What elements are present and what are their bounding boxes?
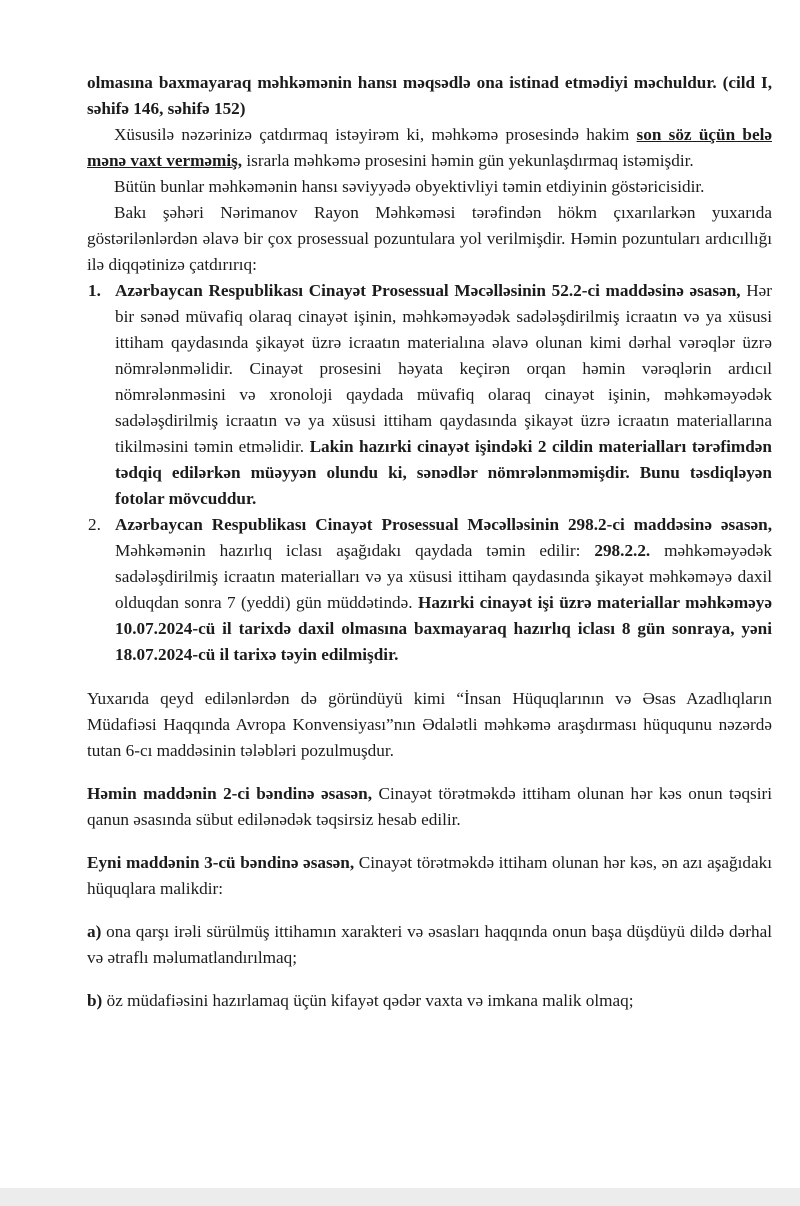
right-b-text: öz müdafiəsini hazırlamaq üçün kifayət qədər vaxta və imkana malik olmaq;: [102, 991, 634, 1010]
item1-bold-lead: Azərbaycan Respublikası Cinayət Prosessual Məcəlləsinin 52.2-ci maddəsinə əsasən,: [115, 281, 741, 300]
intro-bold-text: olmasına baxmayaraq məhkəmənin hansı məqsədlə ona istinad etmədiyi məchuldur. (cild I, səhifə 146, səhifə 152): [87, 73, 772, 118]
paragraph-clause-2: [87, 781, 772, 833]
clause3-text: Cinayət törətməkdə ittiham olunan hər kəs, ən azı aşağıdakı hüquqlara malikdir:: [87, 853, 772, 898]
document-body: [87, 70, 772, 1014]
spacer: [87, 833, 772, 850]
right-b-marker: b): [87, 991, 103, 1010]
paragraph-convention: Yuxarıda qeyd edilənlərdən də göründüyü kimi “İnsan Hüquqlarının və Əsas Azadlıqların Müdafiəsi Haqqında Avropa Konvensiyası”nın Ədalətli məhkəmə araşdırması hüququnu nəzərdə tutan 6-cı maddəsinin tələbləri pozulmuşdur.: [87, 689, 772, 760]
clause2-bold: Həmin maddənin 2-ci bəndinə əsasən,: [87, 784, 373, 803]
paragraph-intro: [87, 70, 772, 122]
paragraph-objectivity: Bütün bunlar məhkəmənin hansı səviyyədə obyektivliyi təmin etdiyinin göstəricisidir.: [114, 177, 705, 196]
item2-bold-ref: 298.2.2.: [594, 541, 651, 560]
paragraph-violations-intro: Bakı şəhəri Nərimanov Rayon Məhkəməsi tərəfindən hökm çıxarılarkən yuxarıda göstərilənlərdən əlavə bir çox prosessual pozuntulara yol verilmişdir. Həmin pozuntuları ardıcıllığı ilə diqqətinizə çatdırırıq:: [87, 203, 772, 274]
item1-bold-end: Lakin hazırki cinayət işindəki 2 cildin materialları tərəfimdən tədqiq edilərkən müəyyən olundu ki, sənədlər nömrələnməmişdir. Bunu təsdiqləyən fotolar mövcuddur.: [115, 437, 772, 508]
violations-list: [87, 278, 772, 668]
clause2-text: Cinayət törətməkdə ittiham olunan hər kəs onun təqsiri qanun əsasında sübut edilənədək təqsirsiz hesab edilir.: [87, 784, 773, 829]
spacer: [87, 971, 772, 988]
paragraph-clause-3: [87, 850, 772, 902]
list-marker-2: 2.: [88, 515, 101, 534]
paragraph-right-a: [87, 919, 772, 971]
judge-text-a: Xüsusilə nəzərinizə çatdırmaq istəyirəm ki, məhkəmə prosesində hakim: [114, 125, 637, 144]
item2-text: Məhkəmənin hazırlıq iclası aşağıdakı qaydada təmin edilir:: [115, 541, 595, 560]
paragraph-judge-last-word: [87, 122, 772, 174]
item2-bold-lead: Azərbaycan Respublikası Cinayət Prosessual Məcəlləsinin 298.2-ci maddəsinə əsasən,: [115, 515, 772, 534]
list-marker-1: 1.: [88, 281, 101, 300]
bottom-edge: [0, 1188, 800, 1206]
judge-underlined-text: son söz üçün belə mənə vaxt verməmiş,: [87, 125, 772, 170]
spacer: [87, 668, 772, 686]
violation-item-1: [87, 278, 772, 512]
right-a-text: ona qarşı irəli sürülmüş ittihamın xarakteri və əsasları haqqında onun başa düşdüyü dildə dərhal və ətraflı məlumatlandırılmaq;: [87, 922, 772, 967]
spacer: [87, 764, 772, 781]
judge-text-b: israrla məhkəmə prosesini həmin gün yekunlaşdırmaq istəmişdir.: [242, 151, 694, 170]
item2-bold-end: Hazırki cinayət işi üzrə materiallar məhkəməyə 10.07.2024-cü il tarixdə daxil olmasına baxmayaraq hazırlıq iclası 8 gün sonraya, yəni 18.07.2024-cü il tarixə təyin edilmişdir.: [115, 593, 772, 664]
paragraph-right-b: [87, 988, 772, 1014]
spacer: [87, 902, 772, 919]
clause3-bold: Eyni maddənin 3-cü bəndinə əsasən,: [87, 853, 355, 872]
right-a-marker: a): [87, 922, 102, 941]
violation-item-2: [87, 512, 772, 668]
item2-text2: məhkəməyədək sadələşdirilmiş icraatın materialları və ya xüsusi ittiham qaydasında şikayət məhkəməyə daxil olduqdan sonra 7 (yeddi) gün müddətində.: [115, 541, 773, 612]
item1-text: Hər bir sənəd müvafiq olaraq cinayət işinin, məhkəməyədək sadələşdirilmiş icraatın və ya xüsusi ittiham qaydasında şikayət üzrə icraatın materialına əlavə olunan kimi dərhal vərəqlər üzrə nömrələnməlidir. Cinayət prosesini həyata keçirən orqan həmin vərəqlərin ardıcıl nömrələnməsini və xronoloji qaydada müvafiq olaraq cinayət işinin, məhkəməyədək sadələşdirilmiş icraatın və ya xüsusi ittiham qaydasında şikayət üzrə icraatın materiallarına tikilməsini təmin etməlidir.: [115, 281, 773, 456]
